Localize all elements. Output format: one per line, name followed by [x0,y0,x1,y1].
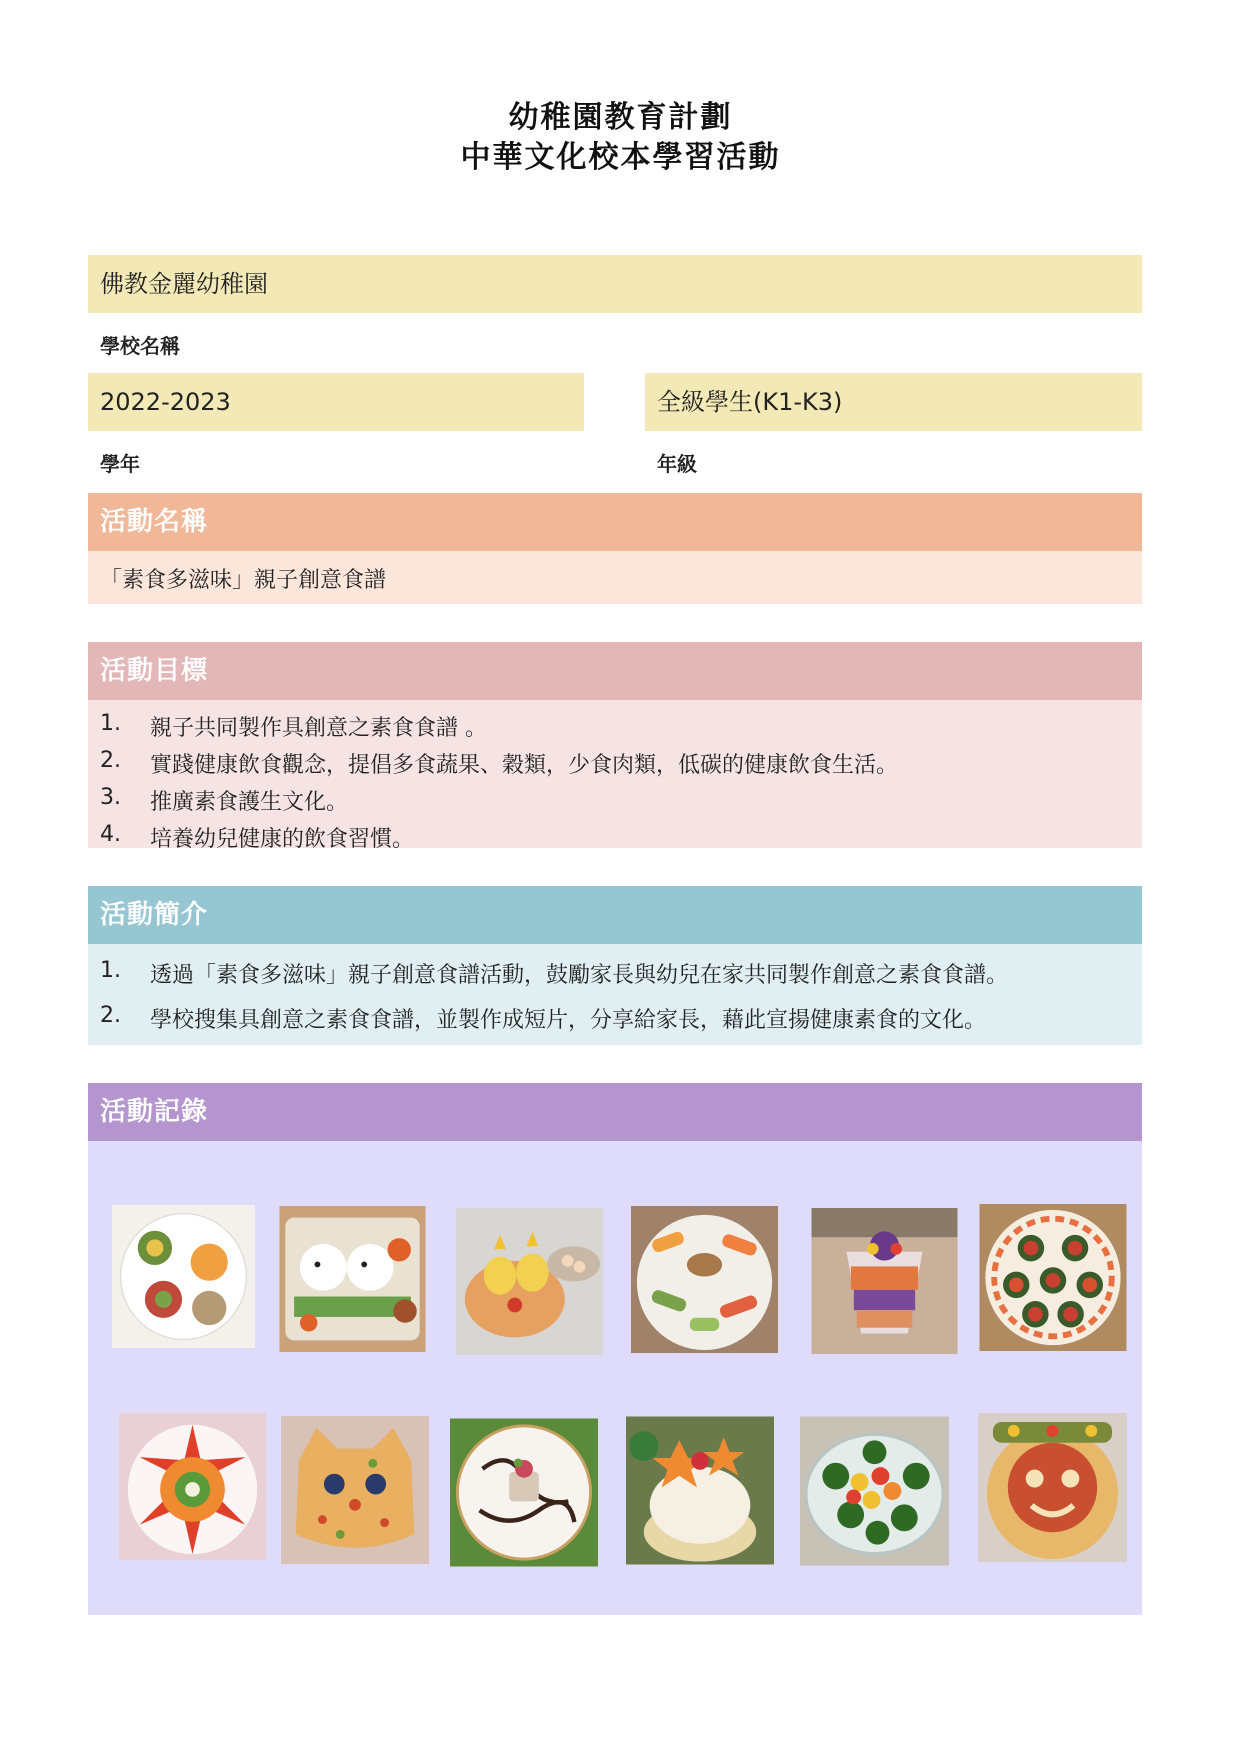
intro-number: 2. [100,1003,121,1028]
sushi-pizza-photo [979,1204,1127,1351]
school-name-label: 學校名稱 [100,334,180,358]
activity-name-section [88,551,1142,604]
intro-list [88,944,1142,1045]
cat-pizza-photo [281,1416,429,1564]
page-subtitle: 中華文化校本學習活動 [460,140,781,175]
chick-egg-photo [456,1208,603,1355]
spring-roll-photo [631,1206,778,1353]
drizzle-plate-photo [450,1418,598,1567]
activity-name-value: 「素食多滋味」親子創意食譜 [100,568,387,593]
broccoli-bowl-photo [800,1416,949,1566]
objective-number: 1. [100,711,121,736]
intro-text: 學校搜集具創意之素食食譜，並製作成短片，分享給家長，藉此宣揚健康素食的文化。 [150,1008,987,1033]
objective-item [100,822,414,853]
tomato-flower-photo [119,1413,266,1560]
objective-number: 4. [100,822,121,847]
mashed-potato-photo [626,1416,774,1565]
grade-label: 年級 [657,452,697,476]
page-title: 幼稚園教育計劃 [508,100,733,135]
objective-text: 親子共同製作具創意之素食食譜 。 [150,716,487,741]
school-name-field: 佛教金麗幼稚園 [88,255,1142,313]
records-heading: 活動記錄 [88,1083,1142,1141]
school-year-label: 學年 [100,452,140,476]
objective-number: 3. [100,785,121,810]
intro-item [100,1003,986,1034]
intro-heading: 活動簡介 [88,886,1142,944]
bunny-rice-photo [279,1206,426,1352]
objectives-list [88,700,1142,852]
activity-name-heading: 活動名稱 [88,493,1142,551]
objective-text: 培養幼兒健康的飲食習慣。 [150,827,415,852]
intro-number: 1. [100,958,121,983]
objective-item [100,785,348,816]
objective-text: 推廣素食護生文化。 [150,790,349,815]
parfait-cup-photo [811,1208,958,1354]
objective-item [100,748,898,779]
face-pizza-photo [978,1413,1127,1562]
objective-text: 實踐健康飲食觀念，提倡多食蔬果、穀類，少食肉類，低碳的健康飲食生活。 [150,753,899,778]
intro-text: 透過「素食多滋味」親子創意食譜活動，鼓勵家長與幼兒在家共同製作創意之素食食譜。 [150,963,1009,988]
veg-dish-plate-photo [112,1205,255,1348]
intro-item [100,958,1008,989]
objective-number: 2. [100,748,121,773]
objective-item [100,711,487,742]
grade-field: 全級學生(K1-K3) [645,373,1142,431]
objectives-heading: 活動目標 [88,642,1142,700]
school-year-field: 2022-2023 [88,373,584,431]
